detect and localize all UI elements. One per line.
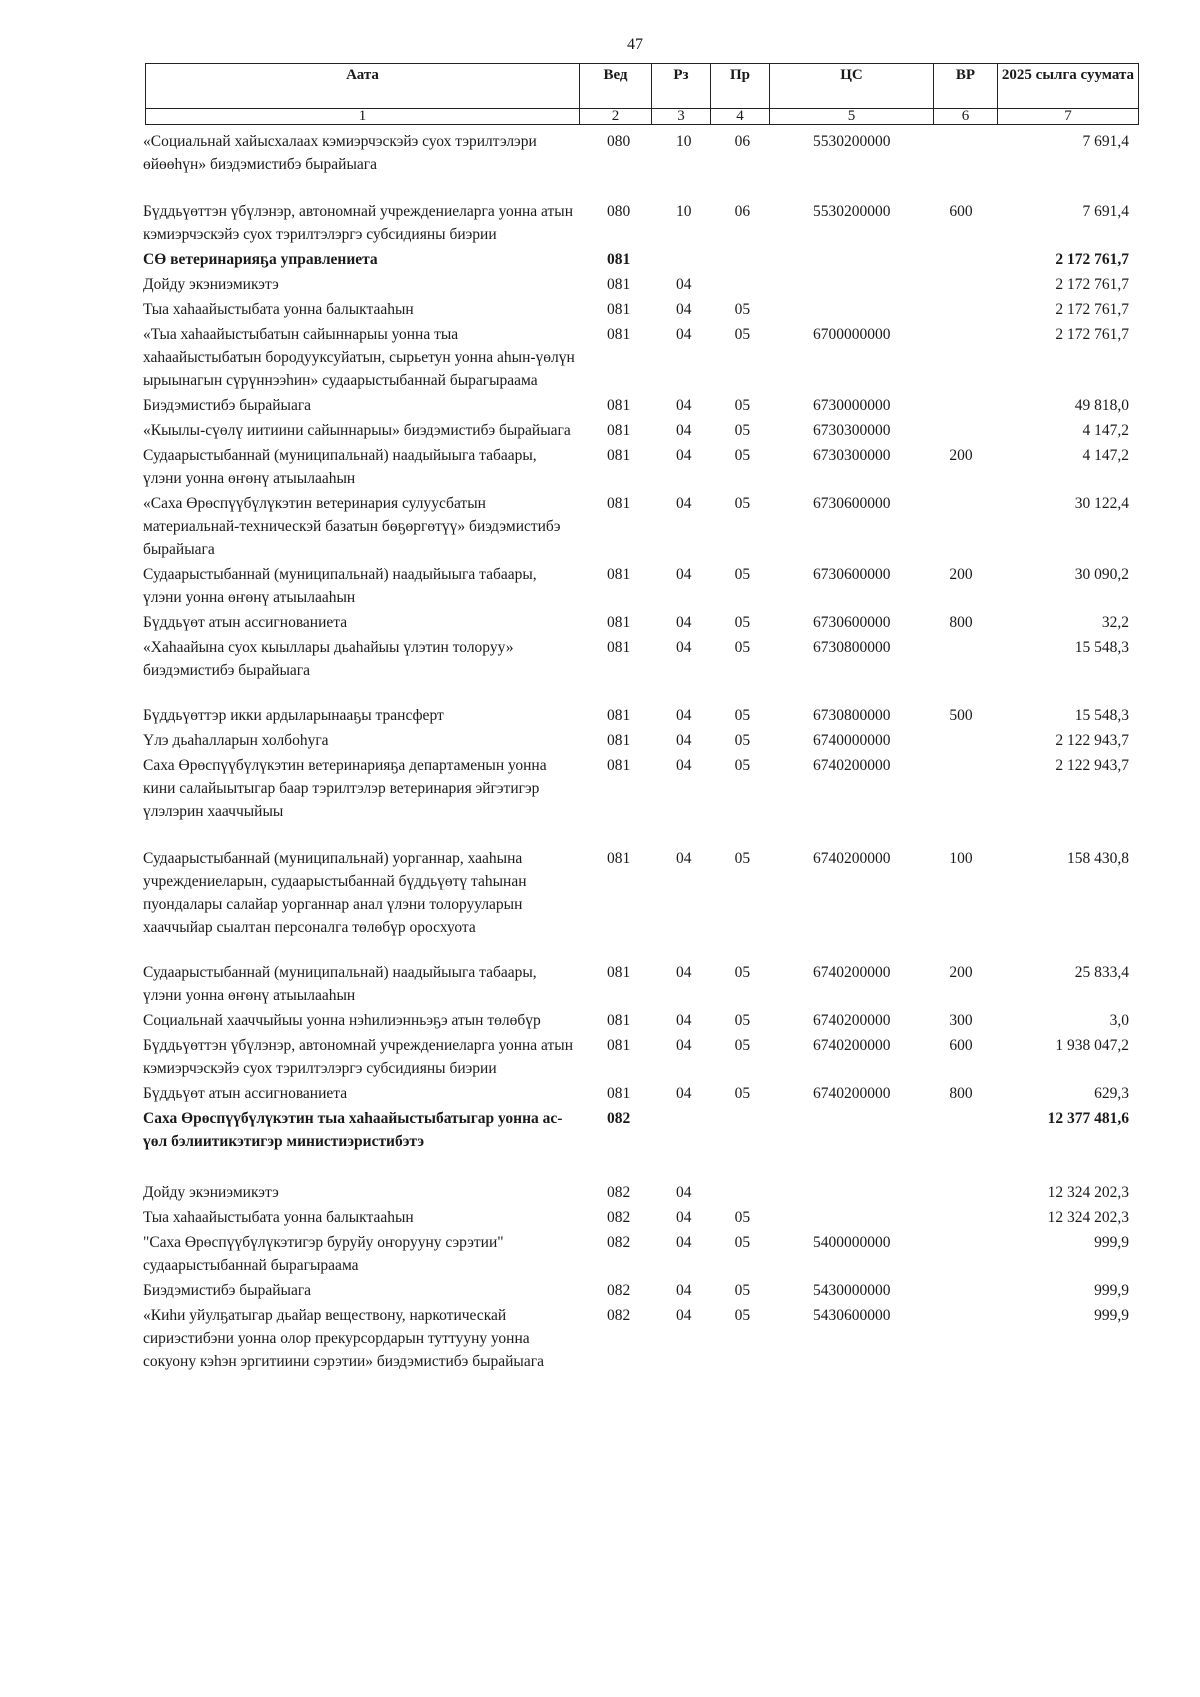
row-pr: 05 — [734, 639, 751, 656]
row-vr — [930, 419, 992, 442]
row-ved: 081 — [607, 276, 631, 293]
row-sum: 12 377 481,6 — [1047, 1110, 1129, 1127]
row-sum: 999,9 — [1094, 1307, 1129, 1324]
row-vr: 200 — [949, 447, 973, 464]
row-sum: 30 122,4 — [1074, 495, 1129, 512]
row-ved: 081 — [607, 1012, 631, 1029]
row-vr — [930, 1206, 992, 1229]
row-cs: 6730600000 — [812, 495, 891, 512]
column-number: 2 — [580, 109, 652, 125]
row-vr: 500 — [949, 707, 973, 724]
row-rz: 04 — [675, 1234, 692, 1251]
table-row — [143, 704, 1129, 727]
row-sum: 30 090,2 — [1074, 566, 1129, 583]
row-vr: 800 — [949, 1085, 973, 1102]
row-name: «Социальнай хайысхалаах кэмиэрчэскэйэ суох тэрилтэлэри өйөөһүн» биэдэмистибэ бырайыага — [143, 133, 537, 173]
row-name: Судаарыстыбаннай (муниципальнай) наадыйыыга табаары, үлэни уонна өҥөнү атыылааһын — [143, 964, 537, 1004]
row-sum: 1 938 047,2 — [1055, 1037, 1129, 1054]
row-pr: 05 — [734, 447, 751, 464]
table-row — [143, 394, 1129, 417]
row-sum: 7 691,4 — [1082, 203, 1129, 220]
page-number: 47 — [627, 36, 643, 53]
row-sum: 4 147,2 — [1082, 422, 1129, 439]
row-ved: 080 — [607, 133, 631, 150]
row-rz: 04 — [675, 566, 692, 583]
row-name: «Тыа хаһаайыстыбатын сайыннарыы уонна тыа хаһаайыстыбатын бородууксуйатын, сырьетун уонна аһын-үөлүн ырыынагын сүрүннээһин» судаарыстыбаннай бырагыраама — [143, 326, 575, 389]
row-sum: 25 833,4 — [1074, 964, 1129, 981]
row-ved: 082 — [607, 1184, 631, 1201]
row-pr: 05 — [734, 1282, 751, 1299]
row-cs: 6740200000 — [812, 757, 891, 774]
row-cs: 5530200000 — [812, 133, 891, 150]
row-rz: 04 — [675, 707, 692, 724]
column-header-vr: ВР — [934, 64, 998, 109]
row-cs: 6730000000 — [812, 397, 891, 414]
row-name: СӨ ветеринарияҕа управлениета — [143, 251, 378, 268]
column-number: 6 — [934, 109, 998, 125]
row-rz: 04 — [675, 1085, 692, 1102]
table-row — [143, 1181, 1129, 1204]
row-ved: 081 — [607, 495, 631, 512]
row-vr — [930, 248, 992, 271]
row-name: Судаарыстыбаннай (муниципальнай) наадыйыыга табаары, үлэни уонна өҥөнү атыылааһын — [143, 566, 537, 606]
row-sum: 12 324 202,3 — [1047, 1209, 1129, 1226]
row-pr: 05 — [734, 397, 751, 414]
row-rz — [656, 248, 712, 271]
row-cs: 6740200000 — [812, 964, 891, 981]
row-sum: 3,0 — [1109, 1012, 1129, 1029]
column-number: 1 — [146, 109, 580, 125]
row-ved: 081 — [607, 614, 631, 631]
row-vr: 800 — [949, 614, 973, 631]
row-name: Дойду экэниэмикэтэ — [143, 1184, 279, 1201]
row-sum: 4 147,2 — [1082, 447, 1129, 464]
row-ved: 082 — [607, 1234, 631, 1251]
row-sum: 7 691,4 — [1082, 133, 1129, 150]
row-name: Тыа хаһаайыстыбата уонна балыктааһын — [143, 1209, 414, 1226]
row-name: «Саха Өрөспүүбүлүкэтин ветеринария сулуусбатын материальнай-техническэй базатын бөҕөргөтүү» биэдэмистибэ бырайыага — [143, 495, 561, 558]
row-rz: 04 — [675, 1307, 692, 1324]
row-pr: 05 — [734, 1085, 751, 1102]
row-pr: 05 — [734, 422, 751, 439]
row-sum: 2 122 943,7 — [1055, 732, 1129, 749]
table-row — [143, 1082, 1129, 1105]
row-cs — [773, 248, 930, 271]
table-row — [143, 323, 1129, 392]
row-sum: 32,2 — [1101, 614, 1129, 631]
row-vr — [930, 1107, 992, 1153]
row-rz: 04 — [675, 614, 692, 631]
table-row — [143, 1009, 1129, 1032]
column-header-ved: Вед — [580, 64, 652, 109]
row-rz: 04 — [675, 1037, 692, 1054]
row-sum: 2 172 761,7 — [1055, 326, 1129, 343]
row-cs — [773, 1107, 930, 1153]
row-sum: 999,9 — [1094, 1234, 1129, 1251]
table-row — [143, 847, 1129, 939]
row-sum: 158 430,8 — [1067, 850, 1129, 867]
row-cs: 5430000000 — [812, 1282, 891, 1299]
column-number: 4 — [711, 109, 770, 125]
row-ved: 081 — [607, 732, 631, 749]
row-pr — [712, 1181, 774, 1204]
table-row — [143, 1279, 1129, 1302]
row-cs — [773, 1181, 930, 1204]
row-ved: 081 — [607, 566, 631, 583]
row-sum: 15 548,3 — [1074, 639, 1129, 656]
row-pr: 05 — [734, 1234, 751, 1251]
row-rz: 04 — [675, 1282, 692, 1299]
row-cs: 5530200000 — [812, 203, 891, 220]
row-ved: 080 — [607, 203, 631, 220]
row-pr: 06 — [734, 203, 751, 220]
row-ved: 081 — [607, 757, 631, 774]
row-cs: 5430600000 — [812, 1307, 891, 1324]
row-cs: 6730800000 — [812, 707, 891, 724]
row-cs: 6740000000 — [812, 732, 891, 749]
row-vr: 200 — [949, 566, 973, 583]
table-row — [143, 754, 1129, 823]
row-name: «Хаһаайына суох кыыллары дьаһайыы үлэтин толоруу» биэдэмистибэ бырайыага — [143, 639, 514, 679]
row-sum: 2 122 943,7 — [1055, 757, 1129, 774]
row-sum: 999,9 — [1094, 1282, 1129, 1299]
table-row — [143, 444, 1129, 490]
row-ved: 081 — [607, 639, 631, 656]
row-ved: 081 — [607, 964, 631, 981]
table-row — [143, 961, 1129, 1007]
column-header-rz: Рз — [652, 64, 711, 109]
row-sum: 2 172 761,7 — [1055, 276, 1129, 293]
row-vr — [930, 1304, 992, 1373]
row-name: Дойду экэниэмикэтэ — [143, 276, 279, 293]
row-pr: 05 — [734, 1012, 751, 1029]
row-rz: 04 — [675, 1012, 692, 1029]
table-row — [143, 1206, 1129, 1229]
row-pr: 05 — [734, 850, 751, 867]
row-pr — [712, 248, 774, 271]
row-cs: 6730300000 — [812, 447, 891, 464]
table-row — [143, 636, 1129, 682]
row-vr: 300 — [949, 1012, 973, 1029]
table-row — [143, 563, 1129, 609]
row-name: «Киһи уйулҕатыгар дьайар веществону, наркотическай сириэстибэни уонна олор прекурсордарын туттууну уонна сокуону кэһэн эргитиини сэрэтии» биэдэмистибэ бырайыага — [143, 1307, 544, 1370]
row-name: Бүддьүөттэн үбүлэнэр, автономнай учреждениеларга уонна атын кэмиэрчэскэйэ суох тэрилтэлэргэ субсидияны биэрии — [143, 1037, 574, 1077]
row-pr — [712, 1107, 774, 1153]
row-cs — [773, 298, 930, 321]
row-pr: 05 — [734, 1209, 751, 1226]
row-rz: 04 — [675, 397, 692, 414]
row-name: Судаарыстыбаннай (муниципальнай) уорганнар, хааһына учреждениеларын, судаарыстыбаннай бүддьүөтү таһынан пуондалары салайар уорганнар анал үлэни толорууларын хааччыйар сыалтан персоналга төлөбүр оросхуота — [143, 850, 527, 936]
table-row — [143, 611, 1129, 634]
row-rz: 04 — [675, 1184, 692, 1201]
row-vr: 600 — [949, 203, 973, 220]
row-vr — [930, 754, 992, 823]
column-header-sum: 2025 сылга суумата — [998, 64, 1139, 109]
row-name: Саха Өрөспүүбүлүкэтин ветеринарияҕа департаменын уонна кини салайыытыгар баар тэрилтэлэр ветеринария эйгэтигэр үлэлэрин хааччыйыы — [143, 757, 547, 820]
row-rz: 04 — [675, 301, 692, 318]
row-sum: 629,3 — [1094, 1085, 1129, 1102]
row-name: Тыа хаһаайыстыбата уонна балыктааһын — [143, 301, 414, 318]
row-pr: 05 — [734, 757, 751, 774]
row-cs: 6700000000 — [812, 326, 891, 343]
row-vr — [930, 273, 992, 296]
row-pr: 05 — [734, 614, 751, 631]
table-row — [143, 248, 1129, 271]
row-ved: 081 — [607, 850, 631, 867]
row-cs — [773, 1206, 930, 1229]
row-rz: 10 — [675, 133, 692, 150]
row-name: Бүддьүөттэр икки ардыларынааҕы трансферт — [143, 707, 444, 724]
row-name: Судаарыстыбаннай (муниципальнай) наадыйыыга табаары, үлэни уонна өҥөнү атыылааһын — [143, 447, 537, 487]
row-sum: 12 324 202,3 — [1047, 1184, 1129, 1201]
row-vr — [930, 298, 992, 321]
row-name: Биэдэмистибэ бырайыага — [143, 397, 312, 414]
row-rz: 04 — [675, 732, 692, 749]
row-pr: 05 — [734, 732, 751, 749]
row-name: Саха Өрөспүүбүлүкэтин тыа хаһаайыстыбатыгар уонна ас-үөл бэлиитикэтигэр министиэристибэтэ — [143, 1110, 563, 1150]
row-vr — [930, 1181, 992, 1204]
table-row — [143, 130, 1129, 176]
table-row — [143, 729, 1129, 752]
row-pr — [712, 273, 774, 296]
row-vr — [930, 323, 992, 392]
table-row — [143, 1304, 1129, 1373]
column-number: 7 — [998, 109, 1139, 125]
row-pr: 05 — [734, 566, 751, 583]
row-rz: 04 — [675, 326, 692, 343]
table-header — [145, 63, 1139, 125]
row-cs: 6740200000 — [812, 1012, 891, 1029]
column-header-cs: ЦС — [770, 64, 934, 109]
row-vr: 100 — [949, 850, 973, 867]
row-pr: 05 — [734, 301, 751, 318]
table-row — [143, 492, 1129, 561]
row-rz: 10 — [675, 203, 692, 220]
row-name: Бүддьүөттэн үбүлэнэр, автономнай учреждениеларга уонна атын кэмиэрчэскэйэ суох тэрилтэлэргэ субсидияны биэрии — [143, 203, 574, 243]
row-name: Биэдэмистибэ бырайыага — [143, 1282, 312, 1299]
row-ved: 081 — [607, 326, 631, 343]
row-rz: 04 — [675, 495, 692, 512]
row-cs: 6730600000 — [812, 566, 891, 583]
table-row — [143, 1107, 1129, 1153]
row-rz: 04 — [675, 276, 692, 293]
row-name: Социальнай хааччыйыы уонна нэһилиэнньэҕэ атын төлөбүр — [143, 1012, 541, 1029]
row-cs: 6740200000 — [812, 850, 891, 867]
row-name: Үлэ дьаһалларын холбоһуга — [143, 732, 329, 749]
row-ved: 082 — [607, 1110, 631, 1127]
row-rz: 04 — [675, 850, 692, 867]
row-rz: 04 — [675, 964, 692, 981]
column-header-name: Аата — [146, 64, 580, 109]
row-vr — [930, 130, 992, 176]
row-ved: 081 — [607, 422, 631, 439]
row-name: «Кыылы-сүөлү иитиини сайыннарыы» биэдэмистибэ бырайыага — [143, 422, 571, 439]
column-number: 3 — [652, 109, 711, 125]
row-cs: 6740200000 — [812, 1037, 891, 1054]
row-cs — [773, 273, 930, 296]
column-header-pr: Пр — [711, 64, 770, 109]
row-name: "Саха Өрөспүүбүлүкэтигэр буруйу оҥорууну сэрэтии" судаарыстыбаннай бырагыраама — [143, 1234, 504, 1274]
table-row — [143, 200, 1129, 246]
row-rz: 04 — [675, 757, 692, 774]
row-cs: 6730300000 — [812, 422, 891, 439]
row-rz — [656, 1107, 712, 1153]
row-pr: 06 — [734, 133, 751, 150]
row-vr — [930, 636, 992, 682]
row-ved: 081 — [607, 301, 631, 318]
row-ved: 082 — [607, 1307, 631, 1324]
row-pr: 05 — [734, 964, 751, 981]
row-pr: 05 — [734, 495, 751, 512]
row-name: Бүддьүөт атын ассигнованиета — [143, 1085, 348, 1102]
row-rz: 04 — [675, 639, 692, 656]
row-sum: 2 172 761,7 — [1055, 251, 1129, 268]
column-number: 5 — [770, 109, 934, 125]
row-sum: 2 172 761,7 — [1055, 301, 1129, 318]
row-vr: 200 — [949, 964, 973, 981]
row-pr: 05 — [734, 326, 751, 343]
row-rz: 04 — [675, 447, 692, 464]
row-pr: 05 — [734, 1307, 751, 1324]
row-ved: 081 — [607, 1085, 631, 1102]
row-ved: 081 — [607, 397, 631, 414]
row-cs: 6730600000 — [812, 614, 891, 631]
row-vr: 600 — [949, 1037, 973, 1054]
row-ved: 082 — [607, 1282, 631, 1299]
table-row — [143, 1034, 1129, 1080]
row-ved: 081 — [607, 1037, 631, 1054]
row-cs: 6740200000 — [812, 1085, 891, 1102]
row-sum: 15 548,3 — [1074, 707, 1129, 724]
row-vr — [930, 1231, 992, 1277]
row-pr: 05 — [734, 707, 751, 724]
row-vr — [930, 729, 992, 752]
row-rz: 04 — [675, 422, 692, 439]
row-ved: 081 — [607, 251, 631, 268]
row-ved: 081 — [607, 707, 631, 724]
row-name: Бүддьүөт атын ассигнованиета — [143, 614, 348, 631]
row-sum: 49 818,0 — [1074, 397, 1129, 414]
row-vr — [930, 394, 992, 417]
table-row — [143, 298, 1129, 321]
row-vr — [930, 492, 992, 561]
row-vr — [930, 1279, 992, 1302]
table-row — [143, 419, 1129, 442]
table-row — [143, 273, 1129, 296]
row-ved: 082 — [607, 1209, 631, 1226]
table-body — [143, 130, 1129, 1375]
row-cs: 6730800000 — [812, 639, 891, 656]
table-row — [143, 1231, 1129, 1277]
row-cs: 5400000000 — [812, 1234, 891, 1251]
row-ved: 081 — [607, 447, 631, 464]
row-rz: 04 — [675, 1209, 692, 1226]
row-pr: 05 — [734, 1037, 751, 1054]
